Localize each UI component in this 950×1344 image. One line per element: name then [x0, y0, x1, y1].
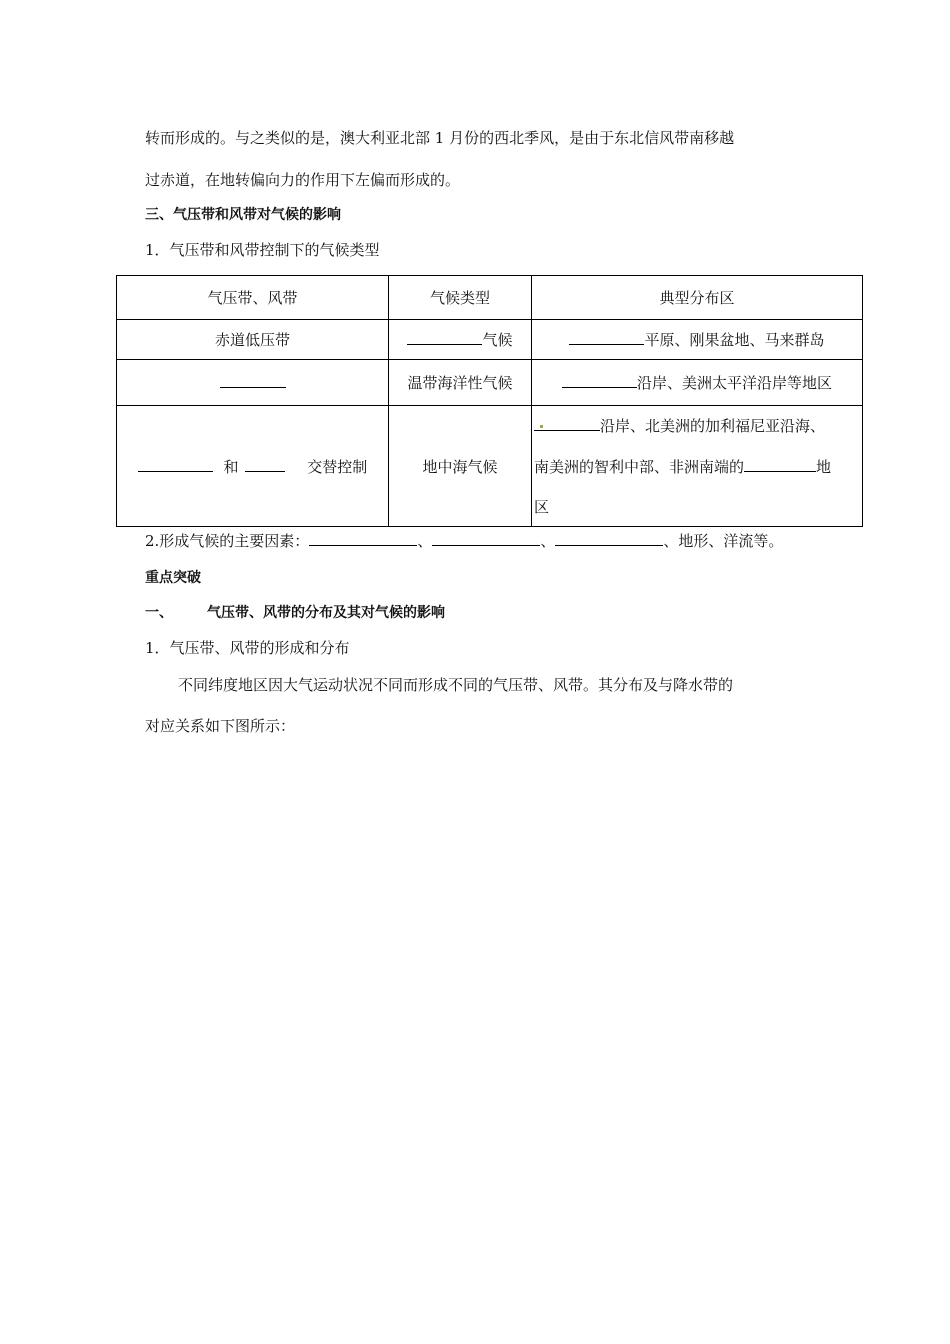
- climate-table: [116, 275, 863, 527]
- cell-belt: 赤道低压带: [117, 320, 389, 360]
- cell-region: [532, 320, 863, 360]
- fill-blank[interactable]: [245, 457, 285, 472]
- marker-dot-icon: [540, 425, 543, 428]
- table-header-row: [117, 276, 863, 320]
- region-line-1: [534, 406, 858, 447]
- cell-region: [532, 406, 863, 527]
- cell-region: [532, 360, 863, 406]
- paragraph-line-2: 过赤道，在地转偏向力的作用下左偏而形成的。: [145, 171, 461, 189]
- region-line-3: 区: [534, 498, 550, 516]
- header-climate: 气候类型: [389, 276, 532, 320]
- fill-blank[interactable]: [744, 457, 816, 472]
- factors-sep: 、: [540, 532, 556, 550]
- fill-blank[interactable]: [569, 330, 644, 345]
- table-row: [117, 320, 863, 360]
- fill-blank[interactable]: [138, 457, 213, 472]
- fill-blank[interactable]: [534, 416, 600, 431]
- cell-belt: [117, 406, 389, 527]
- cell-climate: 温带海洋性气候: [389, 360, 532, 406]
- fill-blank[interactable]: [432, 531, 540, 546]
- header-region: 典型分布区: [532, 276, 863, 320]
- region-line-2: [534, 447, 858, 488]
- factors-prefix: 2.形成气候的主要因素：: [145, 532, 310, 550]
- fill-blank[interactable]: [562, 373, 637, 388]
- cell-climate: 地中海气候: [389, 406, 532, 527]
- focus-subheading: 1．气压带、风带的形成和分布: [145, 639, 350, 657]
- section-heading-3: 三、气压带和风带对气候的影响: [145, 207, 341, 223]
- fill-blank[interactable]: [220, 373, 286, 388]
- focus-section-heading: [145, 603, 445, 623]
- cell-text: 平原、刚果盆地、马来群岛: [644, 331, 825, 349]
- cell-text: 和: [223, 457, 239, 476]
- factors-suffix: 、地形、洋流等。: [663, 532, 784, 550]
- cell-text: 南美洲的智利中部、非洲南端的: [534, 458, 745, 476]
- section-title: 气压带、风带的分布及其对气候的影响: [207, 605, 445, 621]
- focus-body-line-2: 对应关系如下图所示：: [145, 717, 296, 735]
- header-belt: 气压带、风带: [117, 276, 389, 320]
- cell-text: 交替控制: [307, 457, 368, 476]
- table-row: [117, 360, 863, 406]
- factors-line: [145, 531, 783, 551]
- cell-belt: [117, 360, 389, 406]
- cell-text: 沿岸、北美洲的加利福尼亚沿海、: [600, 417, 826, 435]
- subheading-climate-types: 1．气压带和风带控制下的气候类型: [145, 241, 380, 259]
- cell-text: 沿岸、美洲太平洋沿岸等地区: [636, 374, 832, 392]
- cell-climate: [389, 320, 532, 360]
- fill-blank[interactable]: [555, 531, 663, 546]
- cell-text: 地: [816, 458, 832, 476]
- paragraph-line-1: 转而形成的。与之类似的是，澳大利亚北部 1 月份的西北季风，是由于东北信风带南移越: [145, 129, 735, 147]
- section-number: 一、: [145, 605, 173, 621]
- focus-heading: 重点突破: [145, 570, 201, 586]
- focus-body-line-1: 不同纬度地区因大气运动状况不同而形成不同的气压带、风带。其分布及与降水带的: [178, 676, 734, 694]
- fill-blank[interactable]: [407, 330, 482, 345]
- factors-sep: 、: [417, 532, 433, 550]
- fill-blank[interactable]: [309, 531, 417, 546]
- table-row: [117, 406, 863, 527]
- cell-text: 气候: [482, 331, 513, 349]
